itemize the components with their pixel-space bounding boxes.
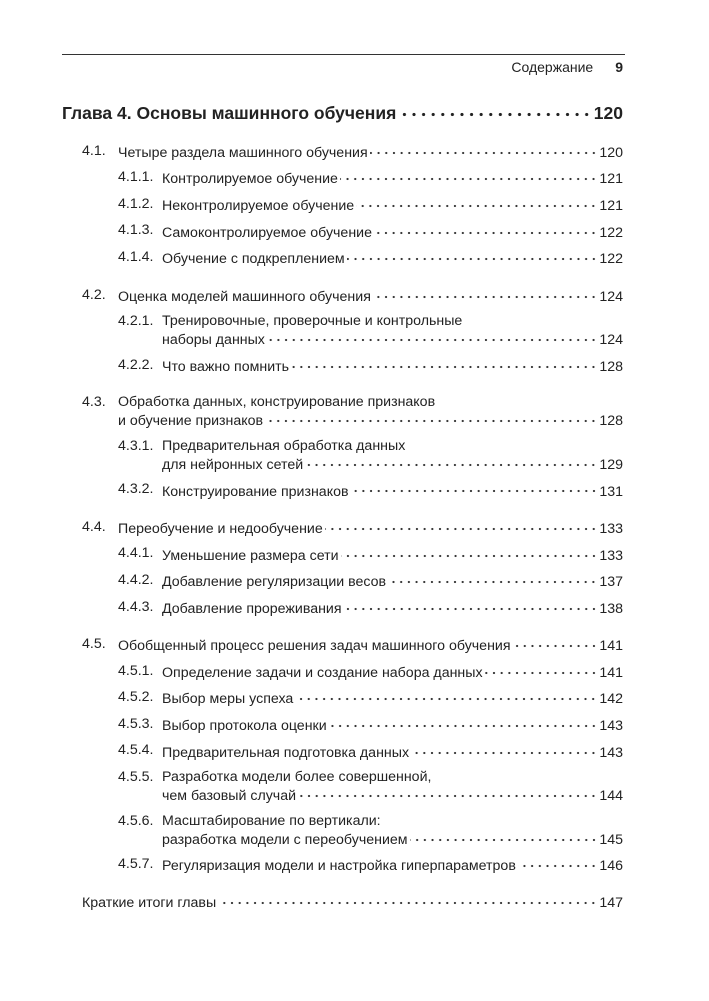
entry-title: чем базовый случай: [162, 788, 297, 805]
entry-page: 144: [599, 788, 623, 805]
dot-leader: [351, 481, 598, 495]
entry-page: 120: [599, 144, 623, 161]
entry-title: Обработка данных, конструирование признаков: [118, 394, 436, 411]
toc-chapter-entry[interactable]: [62, 100, 623, 126]
entry-title: Добавление регуляризации весов: [162, 574, 387, 591]
entry-title: Обобщенный процесс решения задач машинного обучения: [118, 638, 511, 655]
entry-number: 4.4.: [82, 518, 106, 535]
entry-number: 4.3.2.: [118, 481, 154, 498]
dot-leader: [340, 169, 597, 183]
entry-page: 143: [599, 718, 623, 734]
toc-section-group: [62, 139, 623, 272]
entry-number: 4.1.3.: [118, 222, 154, 239]
entry-number: 4.2.1.: [118, 313, 154, 330]
entry-number: 4.3.1.: [118, 437, 154, 454]
entry-title: наборы данных: [162, 332, 265, 349]
toc-entry[interactable]: [62, 166, 623, 193]
toc-section-group: [62, 632, 623, 879]
entry-number: 4.1.: [82, 142, 106, 159]
entry-title: Неконтролируемое обучение: [162, 198, 355, 214]
dot-leader: [295, 689, 597, 703]
entry-page: 137: [599, 574, 623, 591]
dot-leader: [356, 196, 597, 210]
entry-title: Самоконтролируемое обучение: [162, 224, 372, 241]
entry-number: 4.5.4.: [118, 742, 154, 759]
entry-title: Определение задачи и создание набора данных: [162, 664, 483, 681]
entry-title: Оценка моделей машинного обучения: [118, 288, 371, 305]
entry-number: 4.2.2.: [118, 356, 154, 373]
entry-title: Четыре раздела машинного обучения: [118, 144, 368, 161]
entry-title: Регуляризация модели и настройка гиперпараметров: [162, 858, 516, 875]
entry-title: и обучение признаков: [118, 413, 264, 430]
entry-page: 124: [599, 288, 623, 305]
running-header-section: Содержание: [511, 59, 594, 75]
dot-leader: [298, 786, 597, 800]
toc-section-group: [62, 391, 623, 505]
entry-title: Конструирование признаков: [162, 483, 349, 500]
entry-page: 133: [599, 521, 623, 538]
toc-entry[interactable]: [62, 632, 623, 659]
toc-entry[interactable]: [62, 192, 623, 219]
dot-leader: [218, 893, 597, 907]
entry-title: Предварительная подготовка данных: [162, 744, 410, 761]
entry-page: 141: [599, 638, 623, 655]
entry-title: Выбор протокола оценки: [162, 718, 327, 734]
entry-page: 124: [599, 332, 623, 349]
running-header: [511, 59, 623, 75]
entry-page: 122: [599, 224, 623, 241]
toc-entry[interactable]: [62, 568, 623, 595]
entry-page: 122: [599, 251, 623, 268]
entry-number: 4.5.2.: [118, 689, 154, 706]
entry-number: 4.3.: [82, 394, 106, 411]
entry-title: Тренировочные, проверочные и контрольные: [162, 313, 463, 330]
toc-entry[interactable]: [62, 595, 623, 622]
dot-leader: [374, 222, 597, 236]
dot-leader: [373, 287, 597, 301]
toc-entry[interactable]: [62, 391, 623, 435]
toc-entry[interactable]: [62, 809, 623, 853]
entry-number: 4.5.7.: [118, 856, 154, 873]
entry-title: Выбор меры успеха: [162, 691, 294, 708]
toc-entry[interactable]: [62, 139, 623, 166]
header-rule: [62, 54, 625, 55]
entry-number: 4.4.2.: [118, 572, 154, 588]
dot-leader: [518, 856, 597, 870]
entry-page: 133: [599, 547, 623, 564]
toc-entry[interactable]: [62, 852, 623, 879]
entry-page: 145: [599, 831, 623, 848]
dot-leader: [411, 742, 597, 756]
table-of-contents: [62, 100, 623, 916]
entry-title: Масштабирование по вертикали:: [162, 812, 381, 829]
chapter-page: 120: [593, 103, 623, 123]
dot-leader: [329, 716, 598, 730]
entry-page: 121: [599, 171, 623, 188]
entry-title: Предварительная обработка данных: [162, 437, 406, 454]
entry-number: 4.2.: [82, 286, 106, 303]
entry-title: Добавление прореживания: [162, 600, 342, 617]
toc-entry[interactable]: [62, 478, 623, 505]
toc-entry[interactable]: [62, 353, 623, 380]
dot-leader: [305, 455, 597, 469]
toc-entry[interactable]: [62, 765, 623, 809]
entry-page: 128: [599, 358, 623, 375]
dot-leader: [370, 143, 598, 157]
entry-number: 4.4.1.: [118, 545, 154, 562]
toc-section-group: [62, 515, 623, 621]
summary-title: Краткие итоги главы: [82, 894, 217, 911]
dot-leader: [341, 545, 598, 559]
page-number: 9: [615, 59, 623, 75]
dot-leader: [267, 330, 597, 344]
dot-leader: [344, 599, 598, 613]
toc-section-group: [62, 283, 623, 380]
toc-entry-summary[interactable]: [62, 889, 623, 916]
entry-page: 138: [599, 600, 623, 617]
entry-title: Что важно помнить: [162, 358, 290, 375]
entry-title: разработка модели с переобучением: [162, 831, 408, 848]
entry-title: Обучение с подкреплением: [162, 251, 345, 268]
dot-leader: [388, 572, 597, 586]
toc-entry[interactable]: [62, 309, 623, 353]
entry-number: 4.5.6.: [118, 812, 154, 829]
toc-entry[interactable]: [62, 542, 623, 569]
toc-entry[interactable]: [62, 283, 623, 310]
toc-entry[interactable]: [62, 434, 623, 478]
toc-entry[interactable]: [62, 739, 623, 766]
entry-page: 142: [599, 691, 623, 708]
entry-number: 4.5.1.: [118, 662, 154, 679]
toc-entry[interactable]: [62, 245, 623, 272]
entry-number: 4.1.2.: [118, 195, 154, 212]
entry-page: 128: [599, 413, 623, 430]
dot-leader: [485, 663, 598, 677]
entry-title: для нейронных сетей: [162, 456, 304, 473]
toc-entry[interactable]: [62, 712, 623, 739]
entry-page: 121: [599, 198, 623, 214]
entry-page: 141: [599, 664, 623, 681]
entry-title: Разработка модели более совершенной,: [162, 768, 432, 785]
toc-sections: [62, 139, 623, 879]
toc-entry[interactable]: [62, 686, 623, 713]
dot-leader: [398, 102, 591, 120]
entry-number: 4.5.5.: [118, 768, 154, 785]
entry-number: 4.4.3.: [118, 598, 154, 615]
entry-number: 4.5.: [82, 636, 106, 653]
entry-page: 143: [599, 744, 623, 761]
toc-entry[interactable]: [62, 659, 623, 686]
dot-leader: [513, 636, 598, 650]
entry-page: 146: [599, 858, 623, 875]
entry-number: 4.5.3.: [118, 715, 154, 732]
entry-number: 4.1.1.: [118, 169, 154, 186]
toc-entry[interactable]: [62, 219, 623, 246]
toc-entry[interactable]: [62, 515, 623, 542]
summary-page: 147: [599, 894, 623, 911]
dot-leader: [291, 357, 597, 371]
dot-leader: [325, 519, 598, 533]
dot-leader: [265, 411, 597, 425]
entry-title: Контролируемое обучение: [162, 171, 338, 188]
entry-title: Уменьшение размера сети: [162, 547, 339, 564]
dot-leader: [410, 830, 598, 844]
entry-page: 129: [599, 456, 623, 473]
dot-leader: [347, 249, 598, 263]
entry-title: Переобучение и недообучение: [118, 521, 323, 538]
entry-number: 4.1.4.: [118, 248, 154, 265]
chapter-title: Глава 4. Основы машинного обучения: [62, 103, 397, 123]
entry-page: 131: [599, 483, 623, 500]
